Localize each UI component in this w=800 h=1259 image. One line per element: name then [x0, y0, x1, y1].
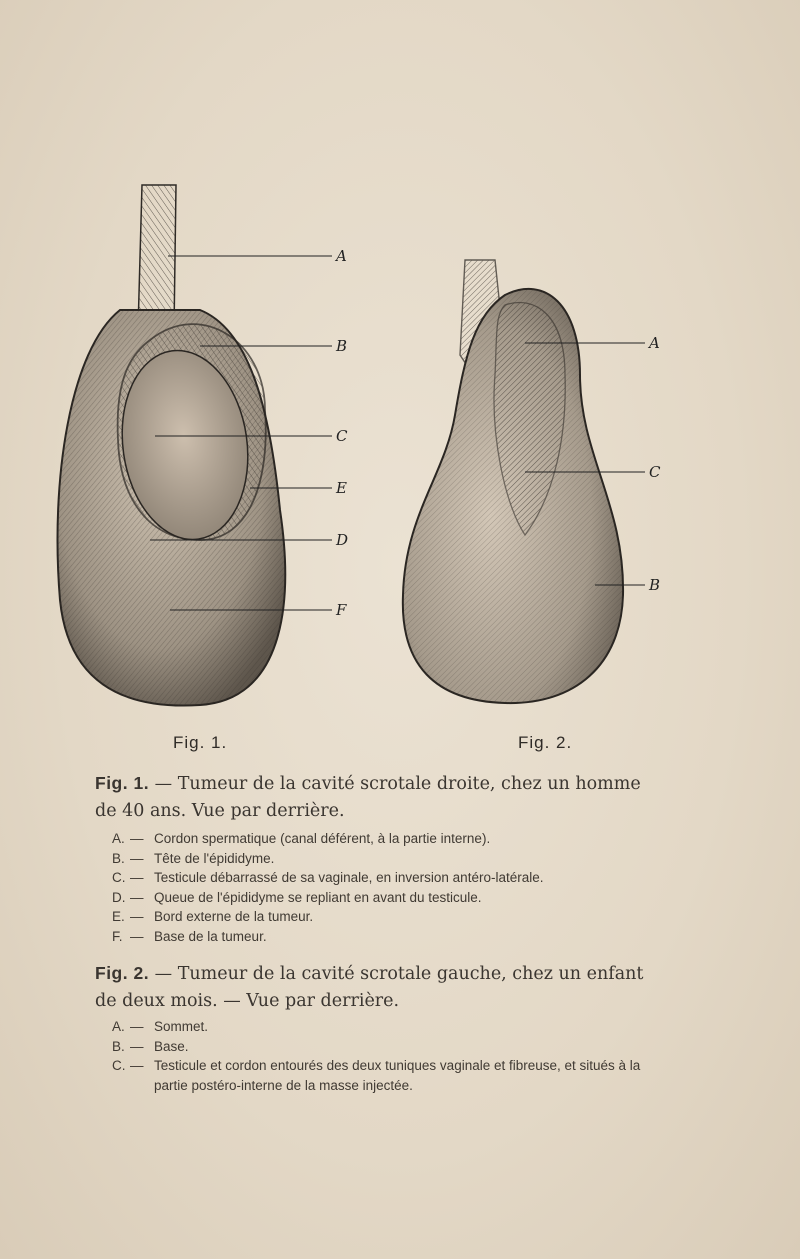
- legend-dash: —: [130, 831, 144, 846]
- legend-text: Sommet.: [154, 1019, 209, 1034]
- legend-dash: —: [130, 1019, 144, 1034]
- legend-text: Testicule débarrassé de sa vaginale, en inversion antéro-latérale.: [154, 870, 544, 885]
- legend-item: [112, 1056, 672, 1095]
- legend-figure-1: [112, 829, 672, 946]
- legend-dash: —: [130, 928, 144, 944]
- legend-item: [112, 849, 672, 869]
- legend-key: D.: [112, 889, 126, 905]
- fig1-marker-e: E: [336, 479, 347, 497]
- fig2-marker-b: B: [649, 576, 661, 594]
- legend-key: E.: [112, 909, 125, 924]
- legend-item: [112, 927, 672, 947]
- legend-dash: —: [130, 909, 144, 924]
- legend-item: [112, 829, 672, 849]
- legend-item: [112, 907, 672, 927]
- legend-text: Bord externe de la tumeur.: [154, 909, 314, 924]
- caption-1-ref: Fig. 1.: [95, 773, 150, 793]
- legend-item: [112, 888, 672, 908]
- legend-item: [112, 1017, 672, 1037]
- legend-text: Testicule et cordon entourés des deux tuniques vaginale et fibreuse, et situés à la partie postéro-interne de la masse injectée.: [154, 1058, 641, 1093]
- legend-key: F.: [112, 928, 123, 944]
- legend-key: A.: [112, 831, 125, 846]
- figure-1-label: Fig. 1.: [173, 733, 228, 752]
- caption-figure-1: [95, 770, 665, 825]
- legend-dash: —: [130, 850, 144, 866]
- legend-item: [112, 868, 672, 888]
- legend-key: A.: [112, 1019, 125, 1034]
- caption-2-text: — Tumeur de la cavité scrotale gauche, chez un enfant de deux mois. — Vue par derrière.: [95, 964, 644, 1011]
- legend-text: Tête de l'épididyme.: [154, 850, 275, 866]
- fig1-marker-f: F: [336, 601, 347, 619]
- legend-dash: —: [130, 889, 144, 905]
- fig2-marker-a: A: [649, 334, 660, 352]
- legend-dash: —: [130, 870, 144, 885]
- fig1-marker-d: D: [336, 531, 349, 549]
- legend-key: C.: [112, 870, 126, 885]
- caption-figure-2: [95, 960, 665, 1015]
- legend-key: B.: [112, 850, 125, 866]
- legend-dash: —: [130, 1058, 144, 1073]
- figure-2-label: Fig. 2.: [518, 733, 573, 752]
- legend-text: Cordon spermatique (canal déférent, à la partie interne).: [154, 831, 491, 846]
- caption-2-ref: Fig. 2.: [95, 963, 150, 983]
- figure-2-drawing: [395, 235, 695, 715]
- legend-key: C.: [112, 1058, 126, 1073]
- figure-1-drawing: [50, 180, 370, 720]
- fig1-marker-b: B: [336, 337, 348, 355]
- legend-text: Base.: [154, 1038, 189, 1054]
- legend-figure-2: [112, 1017, 672, 1095]
- legend-item: [112, 1037, 672, 1057]
- fig2-marker-c: C: [649, 463, 661, 481]
- legend-key: B.: [112, 1038, 125, 1054]
- fig1-marker-a: A: [336, 247, 347, 265]
- fig1-marker-c: C: [336, 427, 348, 445]
- legend-text: Queue de l'épididyme se repliant en avant du testicule.: [154, 889, 482, 905]
- legend-text: Base de la tumeur.: [154, 928, 267, 944]
- caption-1-text: — Tumeur de la cavité scrotale droite, chez un homme de 40 ans. Vue par derrière.: [95, 774, 641, 821]
- legend-dash: —: [130, 1038, 144, 1054]
